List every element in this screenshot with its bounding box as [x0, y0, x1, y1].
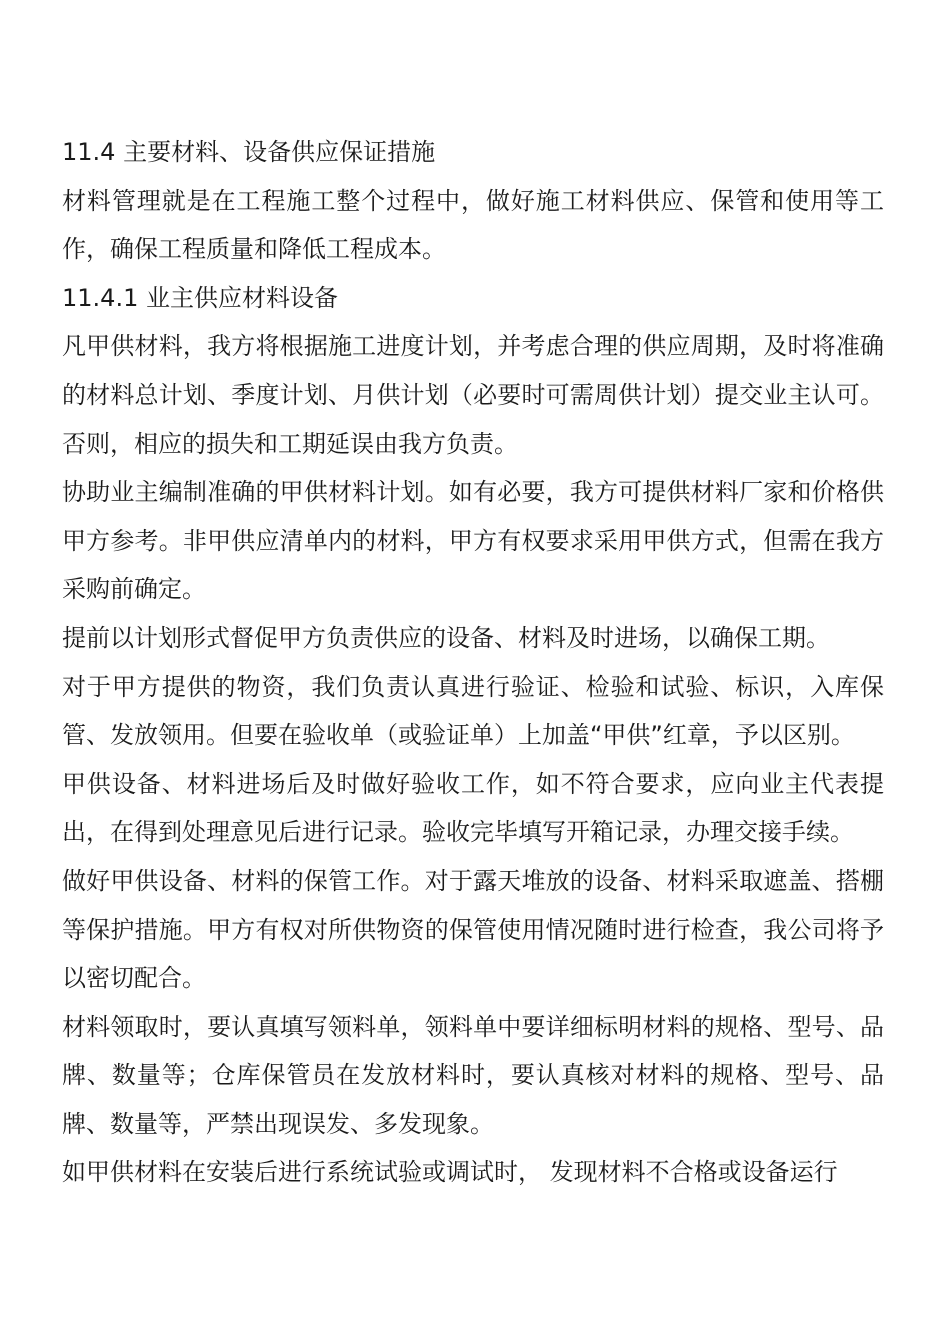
body-paragraph: 凡甲供材料，我方将根据施工进度计划，并考虑合理的供应周期，及时将准确的材料总计划、季度计划、月供计划（必要时可需周供计划）提交业主认可。否则，相应的损失和工期延误由我方负责。 [62, 332, 884, 458]
subsection-heading: 11.4.1 业主供应材料设备 [62, 283, 338, 312]
section-heading: 11.4 主要材料、设备供应保证措施 [62, 138, 436, 166]
body-paragraph: 材料领取时，要认真填写领料单，领料单中要详细标明材料的规格、型号、品牌、数量等；仓库保管员在发放材料时，要认真核对材料的规格、型号、品牌、数量等，严禁出现误发、多发现象。 [62, 1012, 884, 1138]
body-paragraph: 做好甲供设备、材料的保管工作。对于露天堆放的设备、材料采取遮盖、搭棚等保护措施。甲方有权对所供物资的保管使用情况随时进行检查，我公司将予以密切配合。 [62, 866, 884, 993]
intro-paragraph: 材料管理就是在工程施工整个过程中，做好施工材料供应、保管和使用等工作，确保工程质量和降低工程成本。 [62, 186, 884, 264]
body-paragraph: 协助业主编制准确的甲供材料计划。如有必要，我方可提供材料厂家和价格供甲方参考。非甲供应清单内的材料，甲方有权要求采用甲供方式，但需在我方采购前确定。 [62, 478, 884, 604]
body-paragraph: 对于甲方提供的物资，我们负责认真进行验证、检验和试验、标识，入库保管、发放领用。但要在验收单（或验证单）上加盖“甲供”红章，予以区别。 [62, 672, 884, 750]
body-paragraph: 甲供设备、材料进场后及时做好验收工作，如不符合要求，应向业主代表提出，在得到处理意见后进行记录。验收完毕填写开箱记录，办理交接手续。 [62, 769, 884, 847]
document-body [62, 128, 884, 1197]
body-paragraph: 提前以计划形式督促甲方负责供应的设备、材料及时进场，以确保工期。 [62, 623, 830, 652]
body-paragraph: 如甲供材料在安装后进行系统试验或调试时， 发现材料不合格或设备运行 [62, 1158, 838, 1187]
